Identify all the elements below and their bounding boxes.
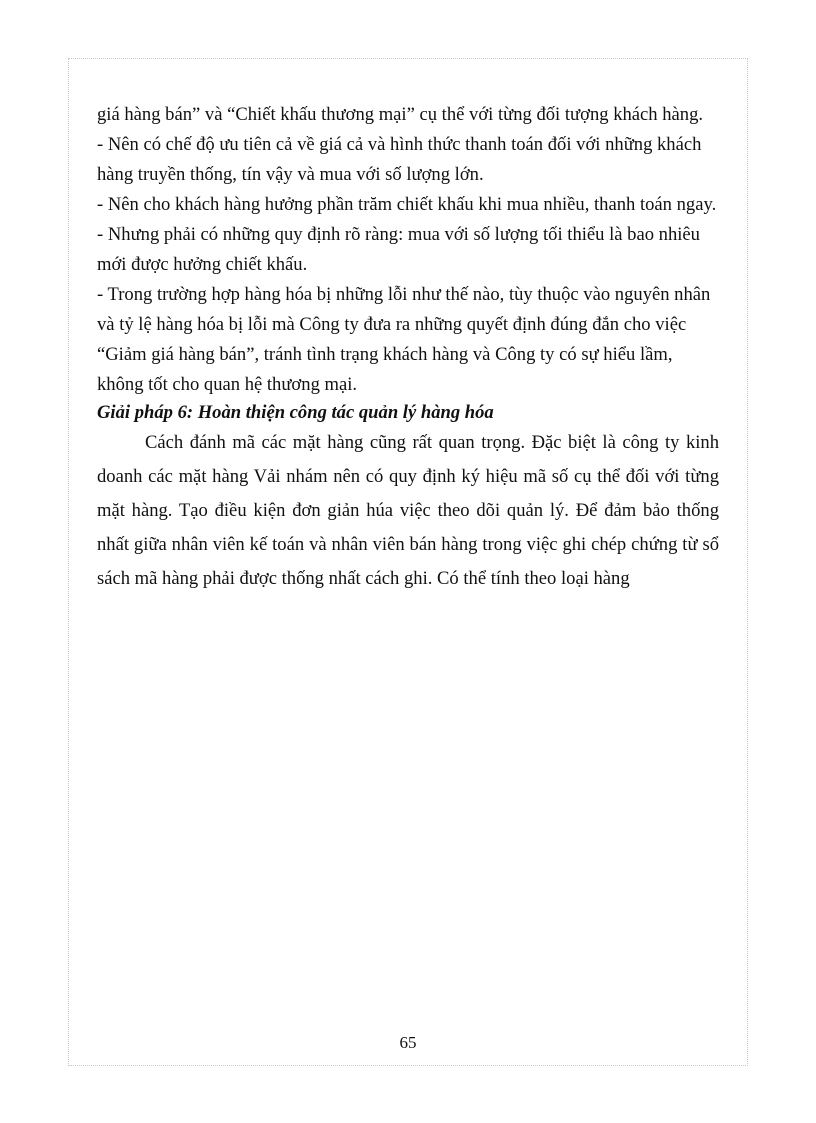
bullet-item: - Nên có chế độ ưu tiên cả về giá cả và hình thức thanh toán đối với những khách xyxy=(97,134,702,155)
body-line: giá hàng bán” và “Chiết khấu thương mại” cụ thể với từng đối tượng khách hàng. xyxy=(97,104,704,125)
body-line: và tỷ lệ hàng hóa bị lỗi mà Công ty đưa ra những quyết định đúng đắn cho việc xyxy=(97,314,687,335)
body-line: hàng truyền thống, tín vậy và mua với số lượng lớn. xyxy=(97,164,484,185)
paragraph-line: mặt hàng. Tạo điều kiện đơn giản húa việc theo dõi quản lý. Để đảm bảo thống xyxy=(97,500,719,521)
page-number: 65 xyxy=(399,1033,417,1052)
paragraph-line: Cách đánh mã các mặt hàng cũng rất quan trọng. Đặc biệt là công ty kinh xyxy=(145,432,719,453)
section-heading: Giải pháp 6: Hoàn thiện công tác quản lý hàng hóa xyxy=(97,402,494,423)
bullet-item: - Nên cho khách hàng hưởng phần trăm chiết khấu khi mua nhiều, thanh toán ngay. xyxy=(97,194,717,215)
body-line: mới được hưởng chiết khấu. xyxy=(97,254,308,275)
paragraph-line: doanh các mặt hàng Vải nhám nên có quy định ký hiệu mã số cụ thể đối với từng xyxy=(97,466,719,487)
paragraph-line: nhất giữa nhân viên kế toán và nhân viên bán hàng trong việc ghi chép chứng từ sổ xyxy=(97,534,719,555)
body-line: không tốt cho quan hệ thương mại. xyxy=(97,374,358,395)
bullet-item: - Trong trường hợp hàng hóa bị những lỗi như thế nào, tùy thuộc vào nguyên nhân xyxy=(97,284,711,305)
body-line: “Giảm giá hàng bán”, tránh tình trạng khách hàng và Công ty có sự hiểu lầm, xyxy=(97,344,673,365)
bullet-item: - Nhưng phải có những quy định rõ ràng: mua với số lượng tối thiểu là bao nhiêu xyxy=(97,224,700,245)
paragraph-line: sách mã hàng phải được thống nhất cách ghi. Có thể tính theo loại hàng xyxy=(97,568,630,589)
